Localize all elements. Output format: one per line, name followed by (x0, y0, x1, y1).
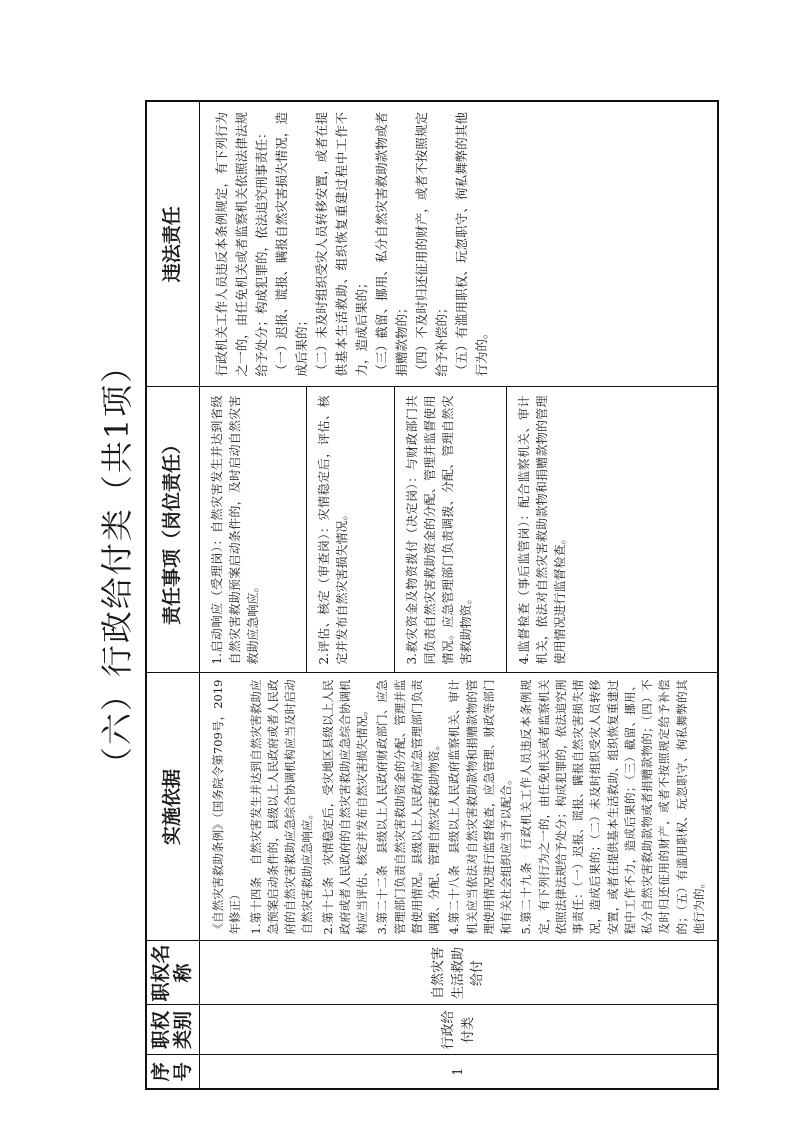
cell-seq: 1 (200, 1055, 719, 1089)
liability-paragraph: （二）未及时组织受灾人员转移安置，或者在提供基本生活救助、组织恢复重建过程中工作不力，造成后果的； (314, 112, 369, 377)
header-category: 职权类别 (146, 1005, 200, 1055)
cell-name: 自然灾害生活救助给付 (200, 941, 719, 1005)
table-header-row (146, 101, 200, 1089)
header-basis: 实施依据 (146, 673, 200, 941)
cell-basis (200, 673, 719, 941)
power-list-table (145, 100, 719, 1090)
liability-paragraph: （四）不及时归还征用的财产，或者不按照规定给予补偿的； (414, 112, 449, 377)
cell-duties (200, 387, 719, 673)
duty-item: 2.评估、核定（审查岗）：灾情稳定后，评估、核定并发布自然灾害损失情况。 (306, 388, 394, 673)
basis-paragraph: 3.第二十二条 县级以上人民政府财政部门、应急管理部门负责自然灾害救助资金的分配、管理并监督使用情况。县级以上人民政府应急管理部门负责调拨、分配、管理自然灾害救助物资。 (375, 679, 441, 935)
header-name: 职权名称 (146, 941, 200, 1005)
liability-paragraph: （五）有滥用职权、玩忽职守、徇私舞弊的其他行为的。 (454, 112, 489, 377)
page-title: （六）行政给付类（共1项） (98, 348, 136, 780)
table-row (200, 101, 719, 1089)
duty-item: 3.救灾资金及物资拨付（决定岗）：与财政部门共同负责自然灾害救助资金的分配、管理并监督使用情况。应急管理部门负责调拨、分配、管理自然灾害救助物资。 (394, 388, 506, 673)
cell-category: 行政给付类 (200, 1005, 719, 1055)
liability-paragraph: （三）截留、挪用、私分自然灾害救助款物或者捐赠款物的； (374, 112, 409, 377)
duty-item: 4.监督检查（事后监管岗）：配合监察机关、审计机关，依法对自然灾害救助款物和捐赠款物的管理使用情况进行监督检查。 (506, 388, 575, 673)
cell-liability (200, 101, 719, 387)
basis-paragraph: 4.第二十八条 县级以上人民政府监察机关、审计机关应当依法对自然灾害救助款物和捐赠款物的管理使用情况进行监督检查，应急管理、财政等部门和有关社会组织应当予以配合。 (447, 679, 513, 935)
duty-item: 1.启动响应（受理岗）：自然灾害发生并达到省级自然灾害救助预案启动条件的，及时启动自然灾害救助应急响应。 (210, 395, 260, 665)
header-duties: 责任事项（岗位责任） (146, 387, 200, 673)
basis-paragraph: 5.第二十九条 行政机关工作人员违反本条例规定，有下列行为之一的，由任免机关或者监察机关依照法律法规给予处分；构成犯罪的，依法追究刑事责任：（一）迟报、谎报、瞒报自然灾害损失情况，造成后果的；（二）未及时组织受灾人员转移安置，或者在提供基本生活救助、组织恢复重建过程中工作不力，造成后果的；（三）截留、挪用、私分自然灾害救助款物或者捐赠款物的；（四）不及时归还征用的财产，或者不按照规定给予补偿的；（五）有滥用职权、玩忽职守、徇私舞弊的其他行为的。 (519, 679, 706, 935)
liability-paragraph: （一）迟报、谎报、瞒报自然灾害损失情况，造成后果的； (274, 112, 309, 377)
liability-paragraph: 行政机关工作人员违反本条例规定，有下列行为之一的，由任免机关或者监察机关依照法律法规给予处分；构成犯罪的，依法追究刑事责任： (214, 112, 269, 377)
basis-paragraph: 1.第十四条 自然灾害发生并达到自然灾害救助应急预案启动条件的，县级以上人民政府或者人民政府的自然灾害救助应急综合协调机构应当及时启动自然灾害救助应急响应。 (248, 679, 315, 935)
basis-paragraph: 《自然灾害救助条例》（国务院令第709号，2019年修正） (211, 679, 243, 935)
header-seq: 序号 (146, 1055, 200, 1089)
header-liability: 违法责任 (146, 101, 200, 387)
basis-paragraph: 2.第十七条 灾情稳定后，受灾地区县级以上人民政府或者人民政府的自然灾害救助应急综合协调机构应当评估、核定并发布自然灾害损失情况。 (320, 679, 369, 935)
